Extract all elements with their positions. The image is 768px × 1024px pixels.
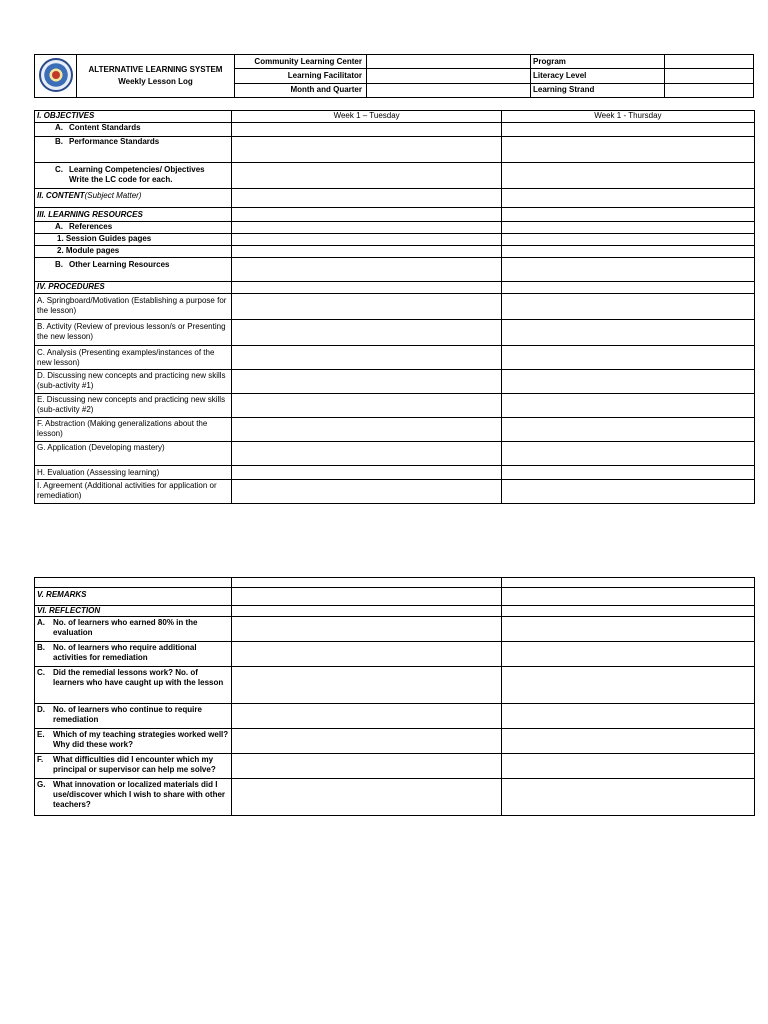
row-procedure-d: D. Discussing new concepts and practicing new skills (sub-activity #1) [35,370,232,394]
cell-thursday[interactable] [501,466,754,480]
title-cell [77,55,235,98]
cell-tuesday[interactable] [232,704,501,729]
cell-thursday[interactable] [501,123,754,137]
cell-tuesday[interactable] [232,282,501,294]
cell-thursday[interactable] [501,320,754,346]
cell-thursday[interactable] [501,588,754,606]
row-procedure-i: I. Agreement (Additional activities for application or remediation) [35,480,232,504]
cell-tuesday[interactable] [232,294,501,320]
cell-thursday[interactable] [501,617,754,642]
field-label-program: Program [531,55,665,69]
cell-tuesday[interactable] [232,442,501,466]
cell-tuesday[interactable] [232,258,501,282]
row-reflection-g: G. What innovation or localized materials did I use/discover which I wish to share with other teachers? [35,779,232,816]
cell-tuesday[interactable] [232,320,501,346]
row-remarks: V. REMARKS [35,588,232,606]
row-references: A. References [35,222,232,234]
cell-thursday[interactable] [501,222,754,234]
cell-tuesday[interactable] [232,779,501,816]
row-reflection-e: E. Which of my teaching strategies worked well? Why did these work? [35,729,232,754]
row-content: II. CONTENT(Subject Matter) [35,189,232,208]
cell-thursday[interactable] [501,346,754,370]
cell-thursday[interactable] [501,667,754,704]
cell-tuesday[interactable] [232,163,501,189]
cell-thursday[interactable] [501,394,754,418]
row-reflection: VI. REFLECTION [35,606,232,617]
cell-tuesday[interactable] [232,346,501,370]
cell-thursday[interactable] [501,754,754,779]
cell-tuesday[interactable] [232,754,501,779]
row-learning-resources: III. LEARNING RESOURCES [35,208,232,222]
field-label-literacy-level: Literacy Level [531,69,665,83]
field-value-literacy-level[interactable] [665,69,754,83]
row-procedure-f: F. Abstraction (Making generalizations about the lesson) [35,418,232,442]
cell-thursday[interactable] [501,137,754,163]
cell-thursday[interactable] [501,480,754,504]
cell-thursday[interactable] [501,294,754,320]
row-learning-competencies: C. Learning Competencies/ Objectives Write the LC code for each. [35,163,232,189]
field-value-month-and-quarter[interactable] [367,83,531,97]
header-table [34,54,754,98]
cell-thursday[interactable] [501,234,754,246]
lesson-log-table [34,110,755,504]
cell-tuesday[interactable] [232,617,501,642]
objectives-header: I. OBJECTIVES [35,111,232,123]
blank-header-cell [35,578,232,588]
field-label-learning-facilitator: Learning Facilitator [235,69,367,83]
tuesday-header: Week 1 – Tuesday [232,111,501,123]
cell-tuesday[interactable] [232,729,501,754]
cell-tuesday[interactable] [232,418,501,442]
cell-thursday[interactable] [501,163,754,189]
row-module-pages: 2. Module pages [35,246,232,258]
cell-tuesday[interactable] [232,588,501,606]
cell-thursday[interactable] [501,606,754,617]
thursday-header: Week 1 - Thursday [501,111,754,123]
cell-thursday[interactable] [501,208,754,222]
cell-tuesday[interactable] [232,667,501,704]
row-performance-standards: B. Performance Standards [35,137,232,163]
field-label-learning-strand: Learning Strand [531,83,665,97]
field-value-program[interactable] [665,55,754,69]
cell-tuesday[interactable] [232,606,501,617]
cell-thursday[interactable] [501,246,754,258]
cell-tuesday[interactable] [232,234,501,246]
cell-thursday[interactable] [501,418,754,442]
row-reflection-b: B. No. of learners who require additional activities for remediation [35,642,232,667]
logo-cell [35,55,77,98]
row-procedures: IV. PROCEDURES [35,282,232,294]
cell-thursday[interactable] [501,282,754,294]
row-procedure-a: A. Springboard/Motivation (Establishing a purpose for the lesson) [35,294,232,320]
log-title: Weekly Lesson Log [118,77,193,86]
cell-thursday[interactable] [501,258,754,282]
cell-thursday[interactable] [501,704,754,729]
cell-tuesday[interactable] [232,246,501,258]
field-label-month-and-quarter: Month and Quarter [235,83,367,97]
cell-tuesday[interactable] [232,394,501,418]
cell-thursday[interactable] [501,729,754,754]
reflection-table [34,577,755,816]
cell-thursday[interactable] [501,578,754,588]
cell-tuesday[interactable] [232,137,501,163]
seal-logo-icon [39,58,73,92]
row-procedure-g: G. Application (Developing mastery) [35,442,232,466]
cell-thursday[interactable] [501,779,754,816]
cell-tuesday[interactable] [232,578,501,588]
cell-tuesday[interactable] [232,480,501,504]
row-session-guides: 1. Session Guides pages [35,234,232,246]
row-reflection-d: D. No. of learners who continue to require remediation [35,704,232,729]
row-other-resources: B. Other Learning Resources [35,258,232,282]
cell-thursday[interactable] [501,370,754,394]
cell-thursday[interactable] [501,642,754,667]
field-value-community-learning-center[interactable] [367,55,531,69]
cell-tuesday[interactable] [232,222,501,234]
row-reflection-a: A. No. of learners who earned 80% in the evaluation [35,617,232,642]
cell-tuesday[interactable] [232,208,501,222]
field-label-community-learning-center: Community Learning Center [235,55,367,69]
field-value-learning-facilitator[interactable] [367,69,531,83]
row-procedure-c: C. Analysis (Presenting examples/instances of the new lesson) [35,346,232,370]
cell-tuesday[interactable] [232,189,501,208]
row-procedure-h: H. Evaluation (Assessing learning) [35,466,232,480]
row-reflection-f: F. What difficulties did I encounter which my principal or supervisor can help me solve? [35,754,232,779]
cell-tuesday[interactable] [232,370,501,394]
field-value-learning-strand[interactable] [665,83,754,97]
system-title: ALTERNATIVE LEARNING SYSTEM [88,65,223,74]
cell-thursday[interactable] [501,189,754,208]
row-reflection-c: C. Did the remedial lessons work? No. of learners who have caught up with the lesson [35,667,232,704]
row-procedure-e: E. Discussing new concepts and practicing new skills (sub-activity #2) [35,394,232,418]
row-procedure-b: B. Activity (Review of previous lesson/s or Presenting the new lesson) [35,320,232,346]
cell-tuesday[interactable] [232,466,501,480]
cell-thursday[interactable] [501,442,754,466]
row-content-standards: A. Content Standards [35,123,232,137]
cell-tuesday[interactable] [232,123,501,137]
cell-tuesday[interactable] [232,642,501,667]
